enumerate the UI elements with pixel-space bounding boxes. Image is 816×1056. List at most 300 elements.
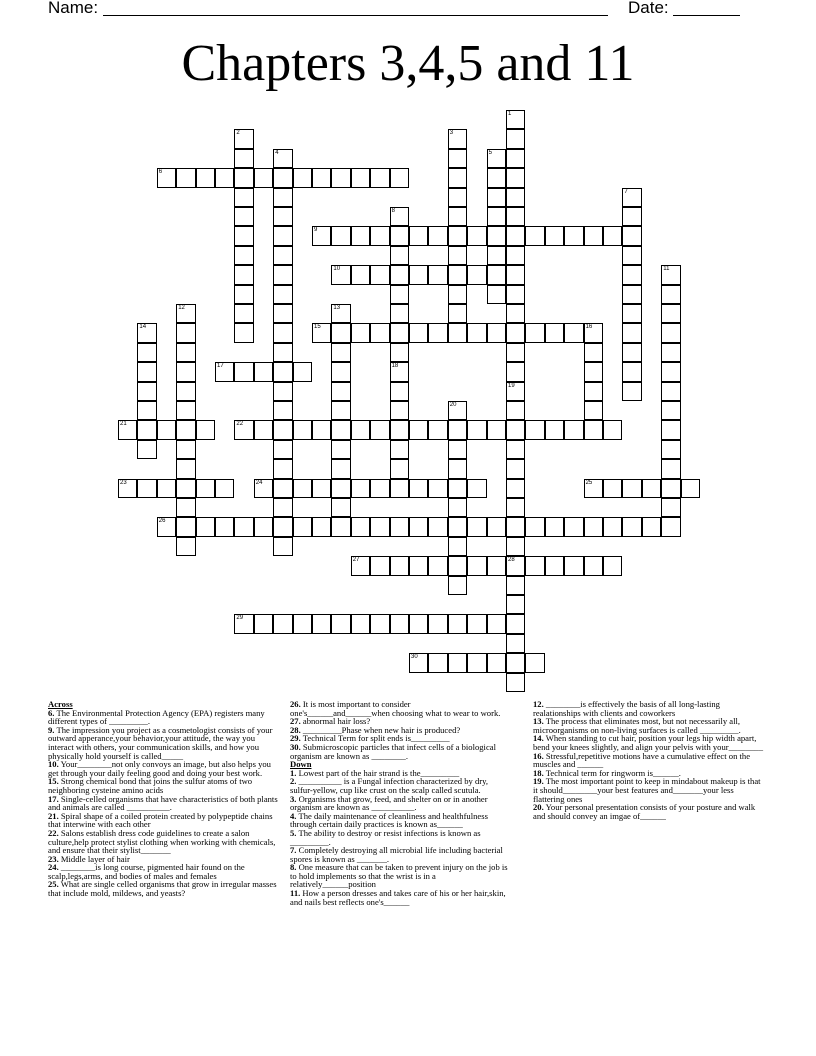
crossword-cell[interactable] [622,517,641,536]
crossword-cell[interactable] [661,401,680,420]
crossword-cell[interactable] [467,265,486,284]
crossword-cell[interactable] [234,149,253,168]
crossword-cell[interactable] [584,420,603,439]
crossword-cell[interactable] [467,323,486,342]
crossword-cell[interactable] [642,479,661,498]
crossword-cell[interactable] [661,362,680,381]
crossword-cell[interactable] [176,304,195,323]
crossword-cell[interactable] [487,246,506,265]
crossword-cell[interactable] [273,323,292,342]
crossword-cell[interactable] [273,498,292,517]
crossword-cell[interactable] [448,304,467,323]
crossword-cell[interactable] [428,517,447,536]
crossword-cell[interactable] [506,673,525,692]
crossword-cell[interactable] [312,226,331,245]
crossword-cell[interactable] [390,246,409,265]
crossword-cell[interactable] [661,517,680,536]
crossword-cell[interactable] [234,362,253,381]
crossword-cell[interactable] [215,362,234,381]
crossword-cell[interactable] [409,614,428,633]
crossword-cell[interactable] [467,614,486,633]
crossword-cell[interactable] [390,285,409,304]
crossword-cell[interactable] [506,653,525,672]
crossword-cell[interactable] [215,517,234,536]
crossword-cell[interactable] [176,517,195,536]
crossword-cell[interactable] [428,323,447,342]
crossword-cell[interactable] [506,634,525,653]
crossword-cell[interactable] [622,226,641,245]
crossword-cell[interactable] [176,459,195,478]
crossword-cell[interactable] [351,614,370,633]
crossword-cell[interactable] [487,265,506,284]
crossword-cell[interactable] [428,556,447,575]
crossword-cell[interactable] [351,517,370,536]
crossword-cell[interactable] [254,168,273,187]
crossword-cell[interactable] [448,653,467,672]
crossword-cell[interactable] [390,440,409,459]
crossword-cell[interactable] [390,517,409,536]
crossword-cell[interactable] [448,498,467,517]
crossword-cell[interactable] [506,110,525,129]
crossword-cell[interactable] [390,207,409,226]
crossword-cell[interactable] [273,149,292,168]
crossword-cell[interactable] [234,265,253,284]
crossword-cell[interactable] [234,168,253,187]
crossword-cell[interactable] [312,168,331,187]
crossword-cell[interactable] [603,479,622,498]
crossword-cell[interactable] [234,207,253,226]
crossword-cell[interactable] [176,323,195,342]
crossword-cell[interactable] [661,498,680,517]
crossword-cell[interactable] [584,556,603,575]
crossword-cell[interactable] [370,517,389,536]
crossword-cell[interactable] [487,614,506,633]
crossword-cell[interactable] [428,479,447,498]
crossword-cell[interactable] [506,304,525,323]
crossword-cell[interactable] [409,479,428,498]
crossword-cell[interactable] [661,420,680,439]
crossword-cell[interactable] [137,440,156,459]
crossword-cell[interactable] [545,323,564,342]
crossword-cell[interactable] [448,517,467,536]
crossword-cell[interactable] [331,226,350,245]
crossword-cell[interactable] [273,226,292,245]
crossword-cell[interactable] [176,537,195,556]
crossword-cell[interactable] [370,556,389,575]
crossword-cell[interactable] [525,517,544,536]
crossword-cell[interactable] [351,226,370,245]
crossword-cell[interactable] [351,479,370,498]
crossword-cell[interactable] [137,323,156,342]
crossword-cell[interactable] [273,207,292,226]
crossword-cell[interactable] [428,653,447,672]
crossword-cell[interactable] [545,226,564,245]
crossword-cell[interactable] [351,420,370,439]
crossword-cell[interactable] [331,459,350,478]
crossword-cell[interactable] [506,498,525,517]
crossword-cell[interactable] [215,479,234,498]
crossword-cell[interactable] [273,168,292,187]
crossword-cell[interactable] [293,479,312,498]
crossword-cell[interactable] [661,440,680,459]
crossword-cell[interactable] [642,517,661,536]
crossword-cell[interactable] [603,517,622,536]
crossword-cell[interactable] [176,420,195,439]
crossword-cell[interactable] [448,323,467,342]
crossword-cell[interactable] [448,537,467,556]
crossword-cell[interactable] [137,382,156,401]
crossword-cell[interactable] [137,401,156,420]
crossword-cell[interactable] [622,362,641,381]
crossword-cell[interactable] [584,479,603,498]
crossword-cell[interactable] [487,420,506,439]
crossword-cell[interactable] [506,556,525,575]
crossword-cell[interactable] [603,556,622,575]
crossword-cell[interactable] [293,614,312,633]
crossword-cell[interactable] [448,420,467,439]
crossword-cell[interactable] [487,149,506,168]
crossword-cell[interactable] [254,420,273,439]
crossword-cell[interactable] [176,168,195,187]
crossword-cell[interactable] [312,323,331,342]
crossword-cell[interactable] [196,168,215,187]
crossword-cell[interactable] [234,304,253,323]
crossword-cell[interactable] [331,382,350,401]
crossword-cell[interactable] [448,479,467,498]
crossword-cell[interactable] [312,479,331,498]
crossword-cell[interactable] [603,420,622,439]
crossword-cell[interactable] [661,323,680,342]
crossword-cell[interactable] [370,323,389,342]
crossword-cell[interactable] [506,129,525,148]
crossword-cell[interactable] [234,517,253,536]
crossword-cell[interactable] [409,556,428,575]
crossword-cell[interactable] [176,479,195,498]
crossword-cell[interactable] [390,226,409,245]
crossword-cell[interactable] [273,265,292,284]
crossword-cell[interactable] [351,556,370,575]
crossword-cell[interactable] [273,362,292,381]
crossword-cell[interactable] [525,653,544,672]
crossword-cell[interactable] [293,362,312,381]
crossword-cell[interactable] [584,226,603,245]
crossword-cell[interactable] [273,285,292,304]
crossword-cell[interactable] [448,614,467,633]
crossword-cell[interactable] [137,420,156,439]
crossword-cell[interactable] [137,479,156,498]
crossword-cell[interactable] [545,420,564,439]
crossword-cell[interactable] [273,479,292,498]
crossword-cell[interactable] [448,576,467,595]
crossword-cell[interactable] [273,459,292,478]
crossword-cell[interactable] [331,517,350,536]
crossword-cell[interactable] [234,188,253,207]
crossword-cell[interactable] [390,382,409,401]
crossword-cell[interactable] [506,401,525,420]
crossword-cell[interactable] [331,323,350,342]
crossword-cell[interactable] [584,343,603,362]
crossword-cell[interactable] [351,265,370,284]
crossword-cell[interactable] [409,420,428,439]
crossword-cell[interactable] [506,537,525,556]
crossword-cell[interactable] [331,420,350,439]
crossword-cell[interactable] [525,556,544,575]
crossword-cell[interactable] [234,226,253,245]
crossword-cell[interactable] [390,401,409,420]
crossword-cell[interactable] [137,362,156,381]
crossword-cell[interactable] [390,556,409,575]
crossword-cell[interactable] [370,226,389,245]
crossword-cell[interactable] [448,226,467,245]
crossword-cell[interactable] [273,401,292,420]
crossword-cell[interactable] [331,343,350,362]
crossword-cell[interactable] [506,595,525,614]
crossword-cell[interactable] [254,479,273,498]
crossword-cell[interactable] [506,323,525,342]
crossword-cell[interactable] [176,362,195,381]
crossword-cell[interactable] [370,265,389,284]
crossword-cell[interactable] [622,323,641,342]
crossword-cell[interactable] [448,168,467,187]
crossword-cell[interactable] [254,614,273,633]
crossword-cell[interactable] [584,401,603,420]
crossword-cell[interactable] [506,576,525,595]
crossword-cell[interactable] [487,556,506,575]
crossword-cell[interactable] [622,343,641,362]
crossword-cell[interactable] [409,226,428,245]
crossword-cell[interactable] [273,304,292,323]
crossword-cell[interactable] [487,517,506,536]
crossword-cell[interactable] [390,323,409,342]
crossword-cell[interactable] [661,265,680,284]
crossword-cell[interactable] [273,246,292,265]
crossword-cell[interactable] [506,420,525,439]
crossword-cell[interactable] [506,343,525,362]
crossword-cell[interactable] [409,517,428,536]
crossword-cell[interactable] [234,614,253,633]
crossword-cell[interactable] [351,323,370,342]
crossword-cell[interactable] [661,459,680,478]
crossword-cell[interactable] [564,517,583,536]
crossword-cell[interactable] [622,382,641,401]
crossword-cell[interactable] [390,168,409,187]
crossword-cell[interactable] [448,285,467,304]
crossword-cell[interactable] [390,343,409,362]
crossword-cell[interactable] [467,479,486,498]
crossword-cell[interactable] [331,440,350,459]
crossword-cell[interactable] [331,614,350,633]
crossword-cell[interactable] [545,517,564,536]
crossword-cell[interactable] [273,420,292,439]
crossword-cell[interactable] [428,420,447,439]
crossword-cell[interactable] [681,479,700,498]
crossword-cell[interactable] [331,265,350,284]
crossword-cell[interactable] [196,420,215,439]
crossword-cell[interactable] [487,653,506,672]
crossword-cell[interactable] [448,265,467,284]
crossword-cell[interactable] [331,479,350,498]
crossword-cell[interactable] [448,188,467,207]
crossword-cell[interactable] [234,246,253,265]
crossword-cell[interactable] [370,479,389,498]
crossword-cell[interactable] [622,479,641,498]
crossword-cell[interactable] [487,285,506,304]
crossword-cell[interactable] [506,517,525,536]
crossword-cell[interactable] [661,479,680,498]
crossword-cell[interactable] [390,420,409,439]
crossword-cell[interactable] [525,420,544,439]
crossword-cell[interactable] [157,517,176,536]
crossword-cell[interactable] [622,246,641,265]
crossword-cell[interactable] [273,614,292,633]
crossword-cell[interactable] [506,226,525,245]
crossword-cell[interactable] [234,129,253,148]
crossword-cell[interactable] [584,382,603,401]
crossword-cell[interactable] [254,517,273,536]
crossword-cell[interactable] [176,401,195,420]
crossword-cell[interactable] [487,323,506,342]
crossword-cell[interactable] [467,226,486,245]
crossword-cell[interactable] [390,304,409,323]
crossword-cell[interactable] [390,614,409,633]
crossword-cell[interactable] [157,479,176,498]
crossword-cell[interactable] [564,226,583,245]
crossword-cell[interactable] [176,498,195,517]
crossword-cell[interactable] [622,207,641,226]
crossword-cell[interactable] [525,323,544,342]
crossword-cell[interactable] [622,188,641,207]
crossword-cell[interactable] [448,440,467,459]
crossword-cell[interactable] [448,149,467,168]
crossword-cell[interactable] [390,265,409,284]
crossword-cell[interactable] [448,459,467,478]
crossword-cell[interactable] [622,265,641,284]
crossword-cell[interactable] [215,168,234,187]
crossword-cell[interactable] [448,207,467,226]
crossword-cell[interactable] [467,517,486,536]
crossword-cell[interactable] [176,343,195,362]
crossword-cell[interactable] [506,459,525,478]
crossword-cell[interactable] [428,614,447,633]
crossword-cell[interactable] [661,382,680,401]
crossword-cell[interactable] [273,188,292,207]
crossword-cell[interactable] [506,149,525,168]
crossword-cell[interactable] [234,420,253,439]
crossword-cell[interactable] [196,517,215,536]
crossword-cell[interactable] [293,420,312,439]
crossword-cell[interactable] [118,420,137,439]
crossword-cell[interactable] [506,362,525,381]
crossword-cell[interactable] [312,614,331,633]
crossword-cell[interactable] [622,304,641,323]
crossword-cell[interactable] [234,285,253,304]
crossword-cell[interactable] [409,323,428,342]
crossword-cell[interactable] [331,498,350,517]
crossword-cell[interactable] [273,517,292,536]
crossword-cell[interactable] [564,556,583,575]
crossword-cell[interactable] [487,188,506,207]
crossword-cell[interactable] [487,168,506,187]
crossword-cell[interactable] [176,440,195,459]
crossword-cell[interactable] [506,382,525,401]
crossword-cell[interactable] [273,537,292,556]
crossword-cell[interactable] [390,459,409,478]
crossword-cell[interactable] [564,323,583,342]
crossword-cell[interactable] [157,420,176,439]
crossword-cell[interactable] [390,479,409,498]
crossword-cell[interactable] [331,401,350,420]
crossword-cell[interactable] [487,226,506,245]
crossword-cell[interactable] [448,556,467,575]
crossword-cell[interactable] [506,246,525,265]
crossword-cell[interactable] [584,323,603,342]
crossword-cell[interactable] [506,614,525,633]
crossword-cell[interactable] [506,168,525,187]
crossword-cell[interactable] [409,653,428,672]
crossword-cell[interactable] [448,401,467,420]
crossword-cell[interactable] [273,343,292,362]
crossword-cell[interactable] [331,304,350,323]
crossword-cell[interactable] [467,653,486,672]
crossword-cell[interactable] [390,362,409,381]
crossword-cell[interactable] [196,479,215,498]
crossword-cell[interactable] [312,517,331,536]
crossword-cell[interactable] [428,265,447,284]
crossword-cell[interactable] [584,517,603,536]
crossword-cell[interactable] [331,362,350,381]
crossword-cell[interactable] [467,420,486,439]
crossword-cell[interactable] [506,285,525,304]
crossword-cell[interactable] [603,226,622,245]
crossword-cell[interactable] [661,343,680,362]
crossword-cell[interactable] [506,479,525,498]
crossword-cell[interactable] [506,188,525,207]
crossword-cell[interactable] [176,382,195,401]
crossword-cell[interactable] [234,323,253,342]
crossword-cell[interactable] [448,246,467,265]
crossword-cell[interactable] [545,556,564,575]
crossword-cell[interactable] [661,304,680,323]
crossword-cell[interactable] [428,226,447,245]
crossword-cell[interactable] [312,420,331,439]
crossword-cell[interactable] [370,168,389,187]
crossword-cell[interactable] [448,129,467,148]
crossword-cell[interactable] [273,440,292,459]
crossword-cell[interactable] [118,479,137,498]
crossword-cell[interactable] [331,168,350,187]
crossword-cell[interactable] [370,420,389,439]
crossword-cell[interactable] [137,343,156,362]
crossword-cell[interactable] [622,285,641,304]
crossword-cell[interactable] [487,207,506,226]
crossword-cell[interactable] [351,168,370,187]
crossword-cell[interactable] [525,226,544,245]
crossword-cell[interactable] [506,440,525,459]
crossword-cell[interactable] [293,168,312,187]
crossword-cell[interactable] [157,168,176,187]
crossword-cell[interactable] [409,265,428,284]
crossword-cell[interactable] [506,207,525,226]
crossword-cell[interactable] [506,265,525,284]
crossword-cell[interactable] [584,362,603,381]
crossword-cell[interactable] [661,285,680,304]
crossword-cell[interactable] [564,420,583,439]
crossword-cell[interactable] [370,614,389,633]
crossword-cell[interactable] [293,517,312,536]
crossword-cell[interactable] [273,382,292,401]
crossword-cell[interactable] [254,362,273,381]
crossword-cell[interactable] [467,556,486,575]
